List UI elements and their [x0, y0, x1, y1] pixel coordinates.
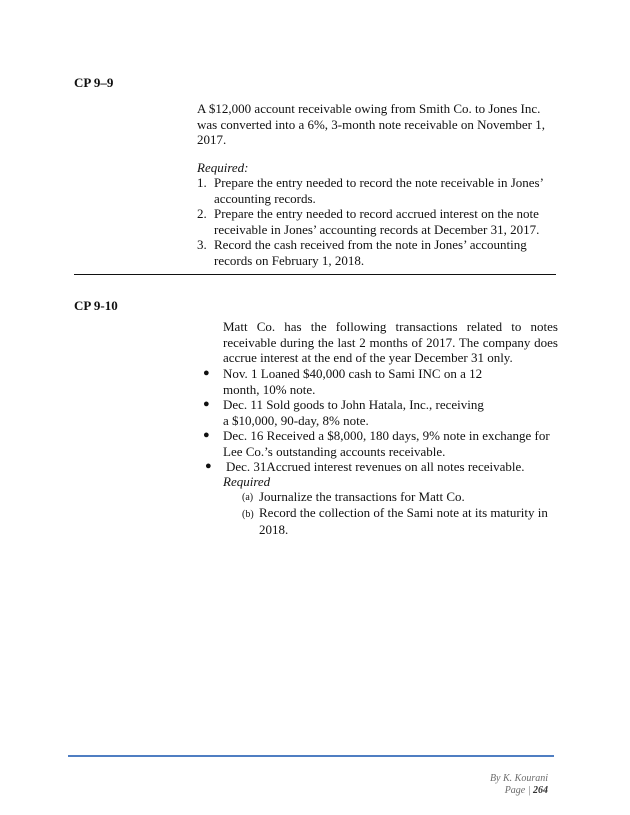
- problem2-bullet-list: [199, 366, 559, 475]
- list-item: (b) Record the collection of the Sami note at its maturity in 2018.: [242, 504, 548, 537]
- problem2-required-label: Required: [223, 474, 271, 489]
- list-item: ● Dec. 31Accrued interest revenues on all notes receivable.: [205, 459, 525, 474]
- section-divider: [74, 274, 556, 275]
- page-number: 264: [533, 785, 548, 796]
- list-item: 3. Record the cash received from the note in Jones’ accounting records on February 1, 2018.: [197, 237, 527, 268]
- footer-rule: [68, 755, 554, 757]
- problem-title-cp-9-9: CP 9–9: [74, 75, 114, 90]
- list-item: ● Dec. 11 Sold goods to John Hatala, Inc., receiving a $10,000, 90-day, 8% note.: [203, 397, 484, 428]
- problem-title-cp-9-10: CP 9-10: [74, 298, 118, 313]
- list-item: 2. Prepare the entry needed to record accrued interest on the note receivable in Jones’ accounting records at December 31, 2017.: [197, 206, 540, 237]
- problem2-task-list: [242, 489, 554, 538]
- problem2-intro: Matt Co. has the following transactions related to notes receivable during the last 2 months of 2017. The company does accrue interest at the end of the year December 31 only.: [223, 319, 558, 365]
- list-item: ● Nov. 1 Loaned $40,000 cash to Sami INC on a 12 month, 10% note.: [203, 366, 483, 397]
- list-item: 1. Prepare the entry needed to record the note receivable in Jones’ accounting records.: [197, 175, 543, 206]
- bullet-icon: ●: [203, 398, 210, 410]
- problem1-required-label: Required:: [197, 160, 249, 175]
- bullet-icon: ●: [205, 460, 212, 472]
- problem1-intro: A $12,000 account receivable owing from Smith Co. to Jones Inc. was converted into a 6%, 3-month note receivable on November 1, 2017.: [197, 101, 545, 147]
- list-item: (a) Journalize the transactions for Matt Co.: [242, 489, 465, 504]
- footer-page-number: Page | 264: [504, 785, 548, 796]
- footer-author: By K. Kourani: [489, 773, 548, 784]
- list-item: ● Dec. 16 Received a $8,000, 180 days, 9% note in exchange for Lee Co.’s outstanding accounts receivable.: [203, 428, 550, 459]
- problem1-steps-list: [197, 175, 559, 268]
- bullet-icon: ●: [203, 367, 210, 379]
- bullet-icon: ●: [203, 429, 210, 441]
